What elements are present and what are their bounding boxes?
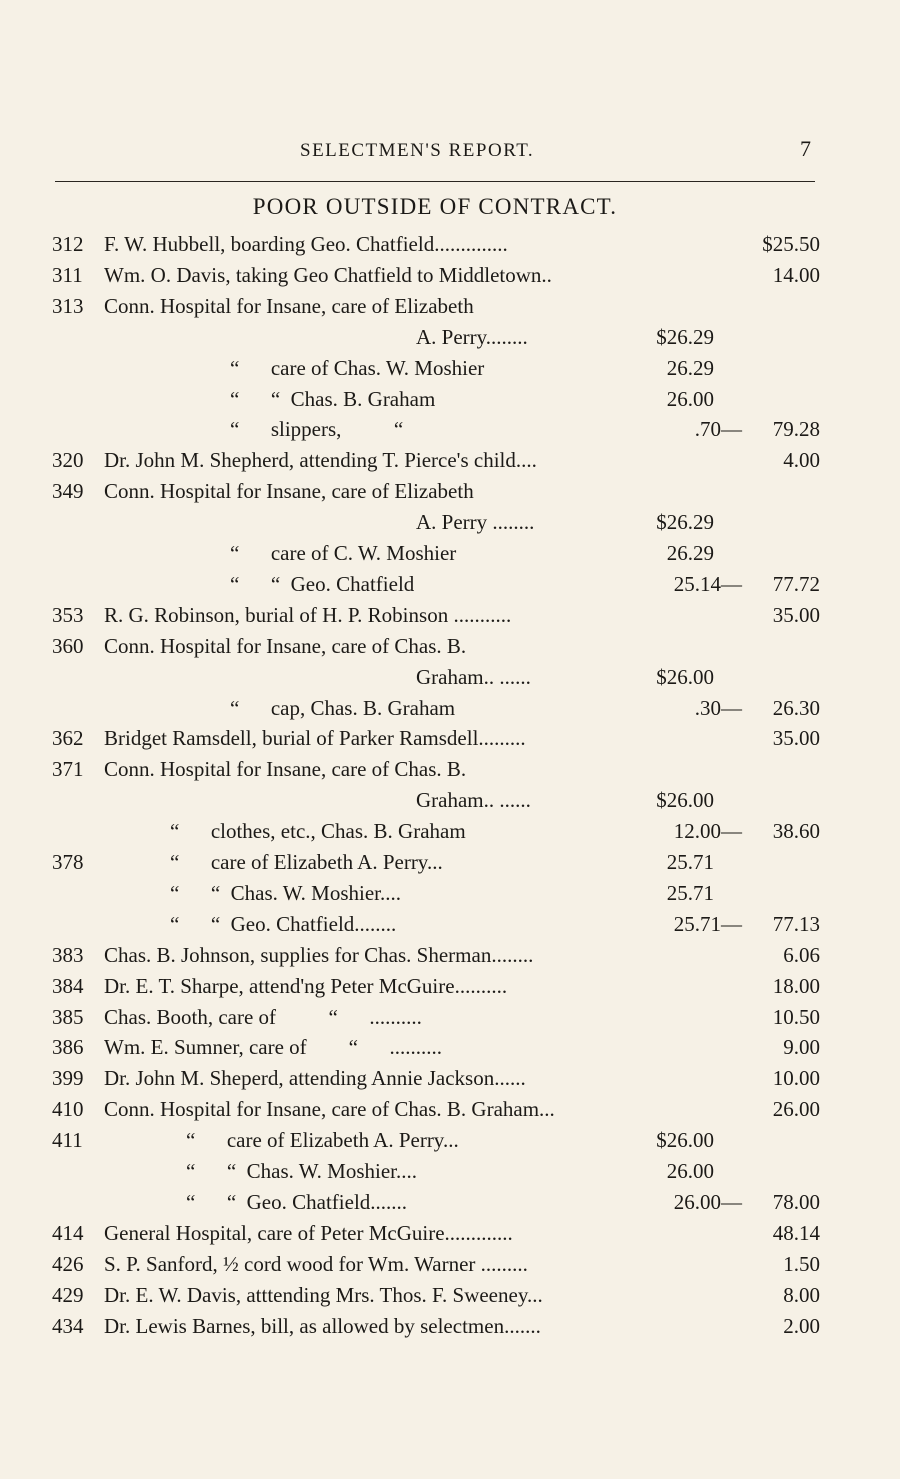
entry-description: A. Perry ........ <box>416 510 535 535</box>
ledger-line <box>0 631 900 661</box>
entry-description: “ “ Geo. Chatfield <box>230 571 415 596</box>
voucher-number: 410 <box>52 1097 84 1122</box>
ledger-line <box>0 1187 900 1217</box>
entry-description: “ “ Chas. B. Graham <box>230 386 436 411</box>
total-amount: 14.00 <box>772 262 820 287</box>
entry-description: Chas. B. Johnson, supplies for Chas. Sherman........ <box>104 942 534 967</box>
sub-amount: 26.29 <box>666 355 714 380</box>
entry-description: Chas. Booth, care of “ .......... <box>104 1004 422 1029</box>
voucher-number: 384 <box>52 973 84 998</box>
section-title: POOR OUTSIDE OF CONTRACT. <box>252 194 618 219</box>
sub-amount: 26.00— <box>673 1189 742 1214</box>
voucher-number: 313 <box>52 293 84 318</box>
voucher-number: 385 <box>52 1004 84 1029</box>
voucher-number: 411 <box>52 1128 83 1153</box>
entry-description: A. Perry........ <box>416 324 528 349</box>
ledger-line <box>0 816 900 846</box>
total-amount: $25.50 <box>762 232 820 256</box>
ledger-line <box>0 1032 900 1062</box>
sub-amount: 12.00— <box>673 819 742 844</box>
entry-description: Conn. Hospital for Insane, care of Chas. B. Graham... <box>104 1097 555 1122</box>
entry-description: “ clothes, etc., Chas. B. Graham <box>170 819 466 844</box>
ledger-line <box>0 971 900 1001</box>
total-amount: 79.28 <box>772 417 820 442</box>
total-amount: 35.00 <box>772 726 820 751</box>
voucher-number: 399 <box>52 1066 84 1091</box>
total-amount: 18.00 <box>772 973 820 998</box>
sub-amount: $26.00 <box>656 664 714 689</box>
ledger-line <box>0 662 900 692</box>
voucher-number: 426 <box>52 1251 84 1276</box>
ledger-line <box>0 414 900 444</box>
sub-amount: $26.00 <box>656 1128 714 1153</box>
total-amount: 9.00 <box>783 1035 820 1060</box>
voucher-number: 312 <box>52 232 84 256</box>
ledger-line <box>0 785 900 815</box>
ledger-line <box>0 909 900 939</box>
entry-description: Conn. Hospital for Insane, care of Elizabeth <box>104 293 474 318</box>
ledger-line <box>0 569 900 599</box>
entry-description: “ “ Geo. Chatfield....... <box>186 1189 408 1214</box>
entry-description: Bridget Ramsdell, burial of Parker Ramsdell......... <box>104 726 526 751</box>
total-amount: 10.00 <box>772 1066 820 1091</box>
sub-amount: $26.29 <box>656 510 714 535</box>
ledger-line <box>0 940 900 970</box>
entry-description: Wm. E. Sumner, care of “ .......... <box>104 1035 442 1060</box>
sub-amount: .70— <box>694 417 742 442</box>
sub-amount: 25.14— <box>673 571 742 596</box>
total-amount: 4.00 <box>783 448 820 473</box>
entry-description: “ care of Elizabeth A. Perry... <box>170 850 443 874</box>
sub-amount: .30— <box>694 695 742 720</box>
sub-amount: $26.29 <box>656 324 714 349</box>
ledger-line <box>0 1280 900 1310</box>
entry-description: Conn. Hospital for Insane, care of Chas. B. <box>104 633 467 658</box>
sub-amount: 25.71— <box>673 911 742 936</box>
entry-description: General Hospital, care of Peter McGuire............. <box>104 1220 513 1245</box>
ledger-line <box>0 693 900 723</box>
ledger-line <box>0 1002 900 1032</box>
ledger-line <box>0 476 900 506</box>
voucher-number: 414 <box>52 1220 84 1245</box>
entry-description: Dr. E. W. Davis, atttending Mrs. Thos. F. Sweeney... <box>104 1282 543 1307</box>
ledger-line <box>0 260 900 290</box>
entry-description: Graham.. ...... <box>416 664 531 689</box>
voucher-number: 383 <box>52 942 84 967</box>
total-amount: 8.00 <box>783 1282 820 1307</box>
ledger-line <box>0 384 900 414</box>
voucher-number: 386 <box>52 1035 84 1060</box>
sub-amount: 26.00 <box>666 1159 714 1183</box>
sub-amount: 25.71 <box>666 880 714 905</box>
ledger-line <box>0 1156 900 1186</box>
entry-description: “ care of Elizabeth A. Perry... <box>186 1128 459 1153</box>
voucher-number: 362 <box>52 726 84 751</box>
total-amount: 1.50 <box>783 1251 820 1276</box>
ledger-line <box>0 847 900 877</box>
total-amount: 10.50 <box>772 1004 820 1029</box>
total-amount: 2.00 <box>783 1313 820 1338</box>
total-amount: 48.14 <box>772 1220 820 1245</box>
ledger-line <box>0 1125 900 1155</box>
ledger-line <box>0 754 900 784</box>
voucher-number: 434 <box>52 1313 84 1338</box>
voucher-number: 429 <box>52 1282 84 1307</box>
ledger-line <box>0 1218 900 1248</box>
entry-description: S. P. Sanford, ½ cord wood for Wm. Warner ......... <box>104 1251 528 1276</box>
voucher-number: 320 <box>52 448 84 473</box>
page-number: 7 <box>800 136 811 161</box>
total-amount: 35.00 <box>772 602 820 627</box>
ledger-line <box>0 229 900 259</box>
entry-description: Dr. John M. Sheperd, attending Annie Jackson...... <box>104 1066 526 1091</box>
entry-description: Graham.. ...... <box>416 788 531 813</box>
ledger-line <box>0 1249 900 1279</box>
ledger-line <box>0 1094 900 1124</box>
running-title: SELECTMEN'S REPORT. <box>300 140 535 161</box>
entry-description: Dr. John M. Shepherd, attending T. Pierce's child.... <box>104 448 537 473</box>
entry-description: Dr. E. T. Sharpe, attend'ng Peter McGuire.......... <box>104 973 508 998</box>
ledger-line <box>0 322 900 352</box>
voucher-number: 360 <box>52 633 84 658</box>
total-amount: 77.13 <box>772 911 820 936</box>
entry-description: Conn. Hospital for Insane, care of Chas. B. <box>104 757 467 782</box>
ledger-line <box>0 1063 900 1093</box>
entry-description: “ care of C. W. Moshier <box>230 541 457 565</box>
sub-amount: 26.00 <box>666 386 714 411</box>
sub-amount: $26.00 <box>656 788 714 813</box>
total-amount: 26.00 <box>772 1097 820 1122</box>
ledger-line <box>0 878 900 908</box>
total-amount: 26.30 <box>772 695 820 720</box>
voucher-number: 311 <box>52 262 83 287</box>
voucher-number: 378 <box>52 850 84 874</box>
sub-amount: 26.29 <box>666 541 714 565</box>
ledger-line <box>0 507 900 537</box>
total-amount: 6.06 <box>783 942 820 967</box>
sub-amount: 25.71 <box>666 850 714 874</box>
entry-description: “ slippers, “ <box>230 417 404 442</box>
ledger-line <box>0 723 900 753</box>
ledger-line <box>0 353 900 383</box>
entry-description: Dr. Lewis Barnes, bill, as allowed by selectmen....... <box>104 1313 541 1338</box>
voucher-number: 353 <box>52 602 84 627</box>
total-amount: 78.00 <box>772 1189 820 1214</box>
entry-description: “ care of Chas. W. Moshier <box>230 355 485 380</box>
entry-description: “ “ Geo. Chatfield........ <box>170 911 397 936</box>
entry-description: Conn. Hospital for Insane, care of Elizabeth <box>104 479 474 504</box>
total-amount: 77.72 <box>772 571 820 596</box>
header-rule <box>55 181 815 182</box>
entry-description: R. G. Robinson, burial of H. P. Robinson ........... <box>104 602 512 627</box>
entry-description: Wm. O. Davis, taking Geo Chatfield to Middletown.. <box>104 262 552 287</box>
ledger-line <box>0 445 900 475</box>
ledger-line <box>0 600 900 630</box>
total-amount: 38.60 <box>772 819 820 844</box>
ledger-line <box>0 1311 900 1341</box>
voucher-number: 371 <box>52 757 84 782</box>
entry-description: F. W. Hubbell, boarding Geo. Chatfield.............. <box>104 232 508 256</box>
entry-description: “ “ Chas. W. Moshier.... <box>170 880 401 905</box>
entry-description: “ “ Chas. W. Moshier.... <box>186 1159 417 1183</box>
entry-description: “ cap, Chas. B. Graham <box>230 695 456 720</box>
ledger-line <box>0 538 900 568</box>
ledger-line <box>0 291 900 321</box>
voucher-number: 349 <box>52 479 84 504</box>
